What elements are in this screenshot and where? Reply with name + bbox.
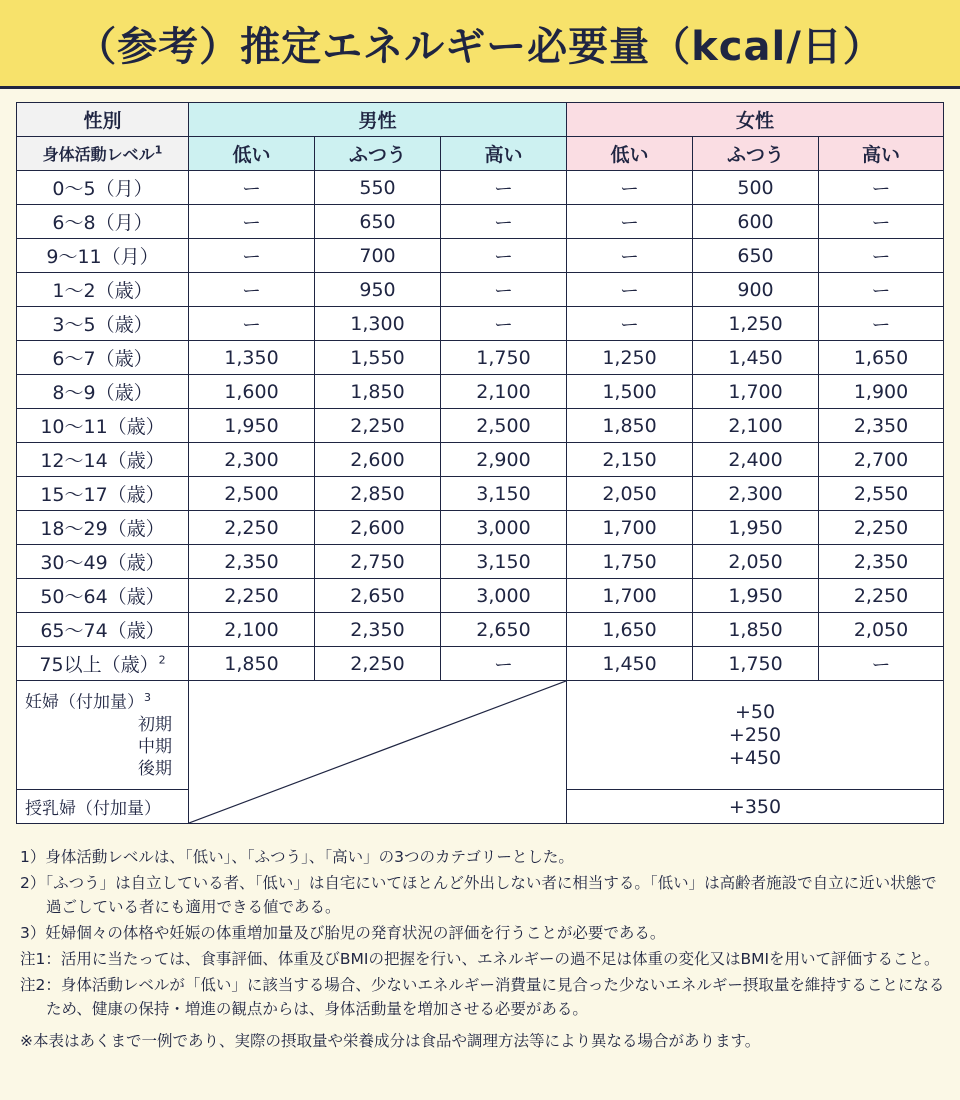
table-row	[17, 647, 944, 681]
table-row	[17, 443, 944, 477]
male-not-applicable-cell	[189, 681, 567, 824]
kcal-value-cell: 2,650	[441, 613, 567, 647]
age-group-label: 0～5（月）	[52, 178, 153, 200]
kcal-value-cell: 2,850	[315, 477, 441, 511]
table-row	[17, 477, 944, 511]
kcal-value-cell: 2,500	[189, 477, 315, 511]
kcal-value-cell: 2,600	[315, 511, 441, 545]
age-group-cell	[17, 545, 189, 579]
kcal-value-cell: 1,250	[567, 341, 693, 375]
kcal-value-cell: 700	[315, 239, 441, 273]
kcal-value-cell: 1,900	[819, 375, 944, 409]
header-female: 女性	[567, 103, 944, 137]
table-row	[17, 205, 944, 239]
kcal-value-cell: 650	[693, 239, 819, 273]
title-bar	[0, 0, 960, 89]
diagonal-line	[189, 681, 566, 823]
notes-section	[20, 845, 945, 1053]
kcal-value-cell: 1,450	[567, 647, 693, 681]
kcal-value-cell: 3,150	[441, 545, 567, 579]
kcal-value-cell: ー	[567, 307, 693, 341]
pregnant-stage-mid: 中期	[138, 736, 172, 757]
kcal-value-cell: ー	[819, 171, 944, 205]
kcal-value-cell: 1,850	[189, 647, 315, 681]
level-female-low: 低い	[567, 137, 693, 171]
table-row	[17, 409, 944, 443]
kcal-value-cell: 2,100	[693, 409, 819, 443]
kcal-value-cell: 2,750	[315, 545, 441, 579]
footnote: ※本表はあくまで一例であり、実際の摂取量や栄養成分は食品や調理方法等により異なる場合があります。	[20, 1032, 761, 1050]
kcal-value-cell: 950	[315, 273, 441, 307]
age-group-label: 3～5（歳）	[52, 314, 153, 336]
level-female-normal: ふつう	[693, 137, 819, 171]
kcal-value-cell: 900	[693, 273, 819, 307]
kcal-value-cell: ー	[819, 273, 944, 307]
kcal-value-cell: ー	[567, 205, 693, 239]
kcal-value-cell: 2,350	[819, 409, 944, 443]
age-group-cell	[17, 239, 189, 273]
age-group-label: 8～9（歳）	[52, 382, 153, 404]
kcal-value-cell: ー	[189, 205, 315, 239]
kcal-value-cell: 1,700	[693, 375, 819, 409]
kcal-value-cell: 2,300	[693, 477, 819, 511]
kcal-value-cell: 2,250	[819, 579, 944, 613]
pregnant-value-late: +450	[728, 747, 782, 769]
table-row	[17, 511, 944, 545]
pregnant-sup: 3	[144, 691, 151, 704]
kcal-value-cell: 1,950	[189, 409, 315, 443]
age-group-label: 12～14（歳）	[40, 450, 165, 472]
kcal-value-cell: 1,550	[315, 341, 441, 375]
kcal-value-cell: 2,150	[567, 443, 693, 477]
table-row	[17, 375, 944, 409]
kcal-value-cell: ー	[189, 307, 315, 341]
kcal-value-cell: 1,700	[567, 579, 693, 613]
kcal-value-cell: 2,250	[315, 409, 441, 443]
lactating-value: +350	[567, 790, 944, 824]
age-group-label: 50～64（歳）	[40, 586, 165, 608]
kcal-value-cell: 2,250	[315, 647, 441, 681]
table-row	[17, 341, 944, 375]
kcal-value-cell: 2,500	[441, 409, 567, 443]
kcal-value-cell: 1,650	[567, 613, 693, 647]
age-group-cell	[17, 205, 189, 239]
age-group-label: 15～17（歳）	[40, 484, 165, 506]
kcal-value-cell: 650	[315, 205, 441, 239]
table-body	[17, 171, 944, 681]
kcal-value-cell: 600	[693, 205, 819, 239]
level-male-normal: ふつう	[315, 137, 441, 171]
level-male-low: 低い	[189, 137, 315, 171]
note-caution-2: 注2：身体活動レベルが「低い」に該当する場合、少ないエネルギー消費量に見合った少ないエネルギー摂取量を維持することになるため、健康の保持・増進の観点からは、身体活動量を増加させる必要がある。	[20, 976, 945, 1018]
age-group-cell	[17, 613, 189, 647]
kcal-value-cell: 1,850	[567, 409, 693, 443]
header-activity-label: 身体活動レベル	[42, 145, 155, 164]
kcal-value-cell: 2,300	[189, 443, 315, 477]
kcal-value-cell: ー	[441, 205, 567, 239]
kcal-value-cell: 2,400	[693, 443, 819, 477]
age-group-label: 18～29（歳）	[40, 518, 165, 540]
kcal-value-cell: 2,250	[819, 511, 944, 545]
kcal-value-cell: 1,500	[567, 375, 693, 409]
kcal-value-cell: 2,050	[567, 477, 693, 511]
kcal-value-cell: ー	[819, 205, 944, 239]
kcal-value-cell: 2,100	[189, 613, 315, 647]
age-group-cell	[17, 375, 189, 409]
table-row	[17, 545, 944, 579]
kcal-value-cell: ー	[819, 307, 944, 341]
kcal-value-cell: 1,700	[567, 511, 693, 545]
kcal-value-cell: 500	[693, 171, 819, 205]
kcal-value-cell: 1,250	[693, 307, 819, 341]
age-group-cell	[17, 579, 189, 613]
table-row	[17, 613, 944, 647]
kcal-value-cell: ー	[441, 239, 567, 273]
age-group-label: 6～8（月）	[52, 212, 153, 234]
pregnant-values-cell	[567, 681, 944, 790]
table-row	[17, 579, 944, 613]
pregnant-stage-late: 後期	[138, 758, 172, 779]
kcal-value-cell: 1,950	[693, 511, 819, 545]
level-male-high: 高い	[441, 137, 567, 171]
table-row	[17, 239, 944, 273]
pregnant-label: 妊婦（付加量）	[25, 692, 144, 713]
kcal-value-cell: 3,000	[441, 511, 567, 545]
age-group-cell	[17, 647, 189, 681]
kcal-value-cell: ー	[819, 239, 944, 273]
kcal-value-cell: 2,700	[819, 443, 944, 477]
header-sex: 性別	[17, 103, 189, 137]
kcal-value-cell: 3,150	[441, 477, 567, 511]
kcal-value-cell: ー	[441, 307, 567, 341]
kcal-value-cell: 2,900	[441, 443, 567, 477]
age-group-label: 30～49（歳）	[40, 552, 165, 574]
kcal-value-cell: 2,050	[819, 613, 944, 647]
table-row	[17, 171, 944, 205]
kcal-value-cell: ー	[441, 647, 567, 681]
pregnant-value-early: +50	[734, 701, 776, 723]
kcal-value-cell: ー	[189, 273, 315, 307]
pregnant-label-cell	[17, 681, 189, 790]
kcal-value-cell: 2,050	[693, 545, 819, 579]
header-activity-sup: 1	[154, 143, 163, 157]
kcal-value-cell: 1,950	[693, 579, 819, 613]
note-1: 1）身体活動レベルは、「低い」、「ふつう」、「高い」の3つのカテゴリーとした。	[20, 848, 574, 866]
age-group-cell	[17, 341, 189, 375]
age-group-label: 65～74（歳）	[40, 620, 165, 642]
kcal-value-cell: ー	[567, 239, 693, 273]
kcal-value-cell: ー	[819, 647, 944, 681]
kcal-value-cell: 2,250	[189, 511, 315, 545]
age-group-cell	[17, 477, 189, 511]
kcal-value-cell: 2,550	[819, 477, 944, 511]
table-row	[17, 273, 944, 307]
kcal-value-cell: 1,650	[819, 341, 944, 375]
pregnant-value-mid: +250	[728, 724, 782, 746]
age-group-cell	[17, 443, 189, 477]
pregnant-stage-early: 初期	[138, 714, 172, 735]
age-group-cell	[17, 273, 189, 307]
note-3: 3）妊婦個々の体格や妊娠の体重増加量及び胎児の発育状況の評価を行うことが必要である。	[20, 924, 666, 942]
age-group-cell	[17, 409, 189, 443]
kcal-value-cell: 3,000	[441, 579, 567, 613]
kcal-value-cell: 1,850	[315, 375, 441, 409]
age-group-label: 1～2（歳）	[52, 280, 153, 302]
kcal-value-cell: 1,350	[189, 341, 315, 375]
age-group-cell	[17, 511, 189, 545]
page-title: （参考）推定エネルギー必要量（kcal/日）	[76, 23, 884, 70]
age-group-label: 75以上（歳）	[39, 654, 159, 676]
header-male: 男性	[189, 103, 567, 137]
age-group-sup: 2	[158, 653, 166, 667]
lactating-label: 授乳婦（付加量）	[17, 790, 189, 824]
age-group-cell	[17, 307, 189, 341]
kcal-value-cell: ー	[441, 273, 567, 307]
kcal-value-cell: 2,100	[441, 375, 567, 409]
kcal-value-cell: ー	[189, 239, 315, 273]
kcal-value-cell: 1,750	[441, 341, 567, 375]
table-row	[17, 307, 944, 341]
kcal-value-cell: 2,650	[315, 579, 441, 613]
kcal-value-cell: ー	[441, 171, 567, 205]
note-caution-1: 注1：活用に当たっては、食事評価、体重及びBMIの把握を行い、エネルギーの過不足は体重の変化又はBMIを用いて評価すること。	[20, 950, 940, 968]
level-female-high: 高い	[819, 137, 944, 171]
age-group-label: 6～7（歳）	[52, 348, 153, 370]
kcal-value-cell: 2,350	[315, 613, 441, 647]
kcal-value-cell: 1,750	[567, 545, 693, 579]
age-group-label: 9～11（月）	[46, 246, 159, 268]
kcal-value-cell: 2,250	[189, 579, 315, 613]
kcal-value-cell: 1,750	[693, 647, 819, 681]
header-activity-level	[17, 137, 189, 171]
kcal-value-cell: 2,350	[189, 545, 315, 579]
kcal-value-cell: ー	[567, 273, 693, 307]
age-group-cell	[17, 171, 189, 205]
kcal-value-cell: 2,600	[315, 443, 441, 477]
energy-requirement-table	[16, 102, 944, 824]
kcal-value-cell: ー	[189, 171, 315, 205]
kcal-value-cell: 1,600	[189, 375, 315, 409]
note-2: 2）「ふつう」は自立している者、「低い」は自宅にいてほとんど外出しない者に相当する。「低い」は高齢者施設で自立に近い状態で過ごしている者にも適用できる値である。	[20, 874, 937, 916]
age-group-label: 10～11（歳）	[40, 416, 165, 438]
kcal-value-cell: 550	[315, 171, 441, 205]
kcal-value-cell: 1,450	[693, 341, 819, 375]
kcal-value-cell: 1,300	[315, 307, 441, 341]
kcal-value-cell: 1,850	[693, 613, 819, 647]
kcal-value-cell: ー	[567, 171, 693, 205]
kcal-value-cell: 2,350	[819, 545, 944, 579]
